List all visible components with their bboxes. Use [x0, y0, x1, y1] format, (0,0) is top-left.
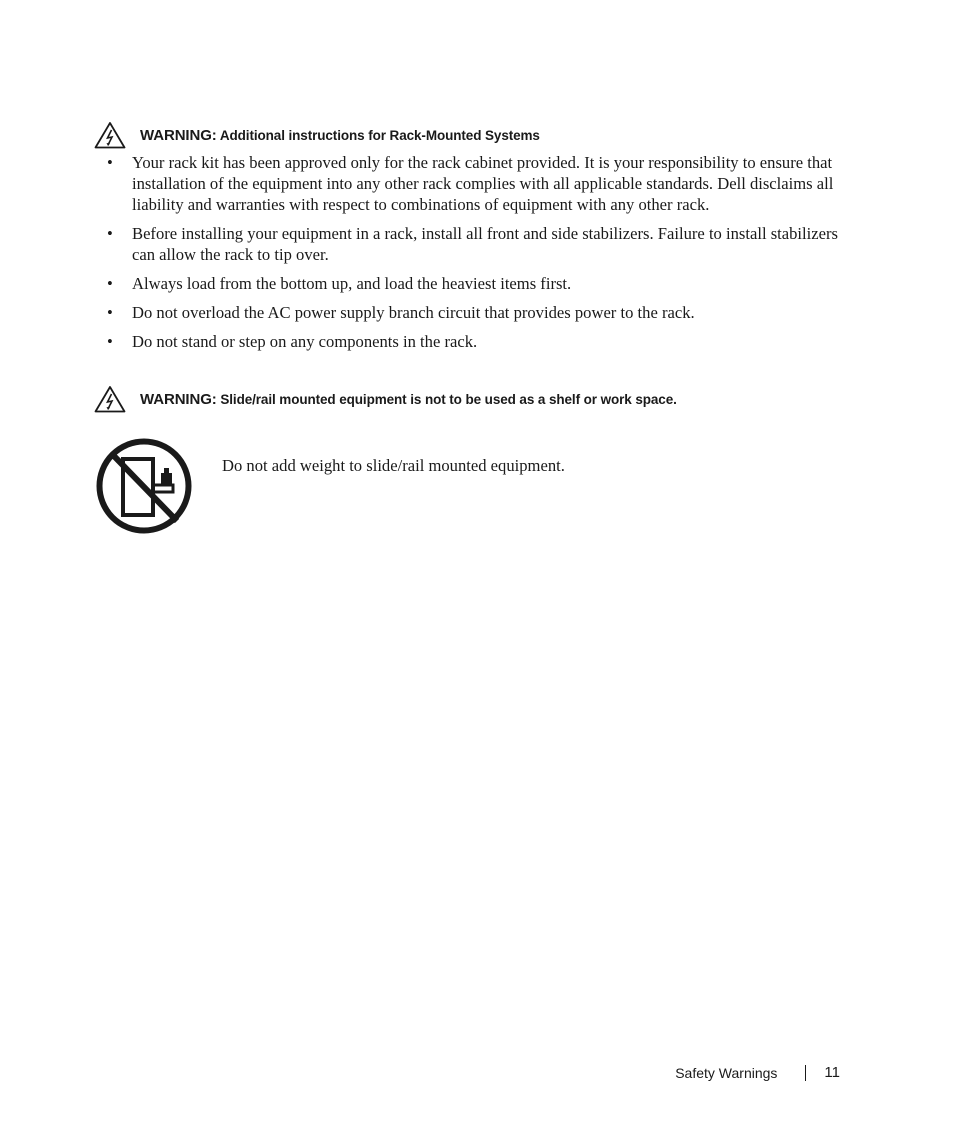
page-footer	[600, 1064, 840, 1081]
warning-label: WARNING:	[140, 126, 217, 144]
warning-title: Slide/rail mounted equipment is not to be used as a shelf or work space.	[220, 391, 677, 407]
warning-label: WARNING:	[140, 390, 217, 408]
bullet-text: Before installing your equipment in a rack, install all front and side stabilizers. Failure to install stabilizers can allow the rack to tip over.	[132, 224, 838, 264]
warning-heading	[140, 127, 540, 144]
no-weight-note: Do not add weight to slide/rail mounted equipment.	[222, 456, 565, 475]
warning-title: Additional instructions for Rack-Mounted Systems	[219, 127, 540, 143]
bullet-dot: •	[107, 303, 113, 322]
page-number: 11	[824, 1064, 840, 1081]
no-weight-on-rail-icon	[95, 437, 193, 535]
bullet-dot: •	[107, 224, 113, 243]
bullet-dot: •	[107, 332, 113, 351]
electrical-hazard-icon	[94, 121, 126, 149]
bullet-text: Your rack kit has been approved only for the rack cabinet provided. It is your responsibility to ensure that installation of the equipment into any other rack complies with all applicable standards. Dell disclaims all liability and warranties with respect to combinations of equipment with any other rack.	[132, 153, 834, 214]
warning-rack-instructions	[94, 121, 540, 149]
bullet-text: Do not overload the AC power supply branch circuit that provides power to the rack.	[132, 303, 695, 322]
bullet-text: Do not stand or step on any components in the rack.	[132, 332, 478, 351]
warning-heading	[140, 391, 677, 408]
electrical-hazard-icon	[94, 385, 126, 413]
footer-section-title: Safety Warnings	[675, 1064, 778, 1081]
bullet-dot: •	[107, 153, 113, 172]
bullet-dot: •	[107, 274, 113, 293]
footer-divider	[805, 1065, 806, 1081]
bullet-stabilizers	[104, 223, 844, 265]
bullet-load-order	[104, 273, 844, 294]
rack-safety-bullet-list	[104, 152, 844, 360]
warning-slide-rail	[94, 385, 677, 413]
bullet-text: Always load from the bottom up, and load the heaviest items first.	[132, 274, 572, 293]
bullet-no-standing	[104, 331, 844, 352]
bullet-power-circuit	[104, 302, 844, 323]
bullet-rack-approval	[104, 152, 844, 215]
